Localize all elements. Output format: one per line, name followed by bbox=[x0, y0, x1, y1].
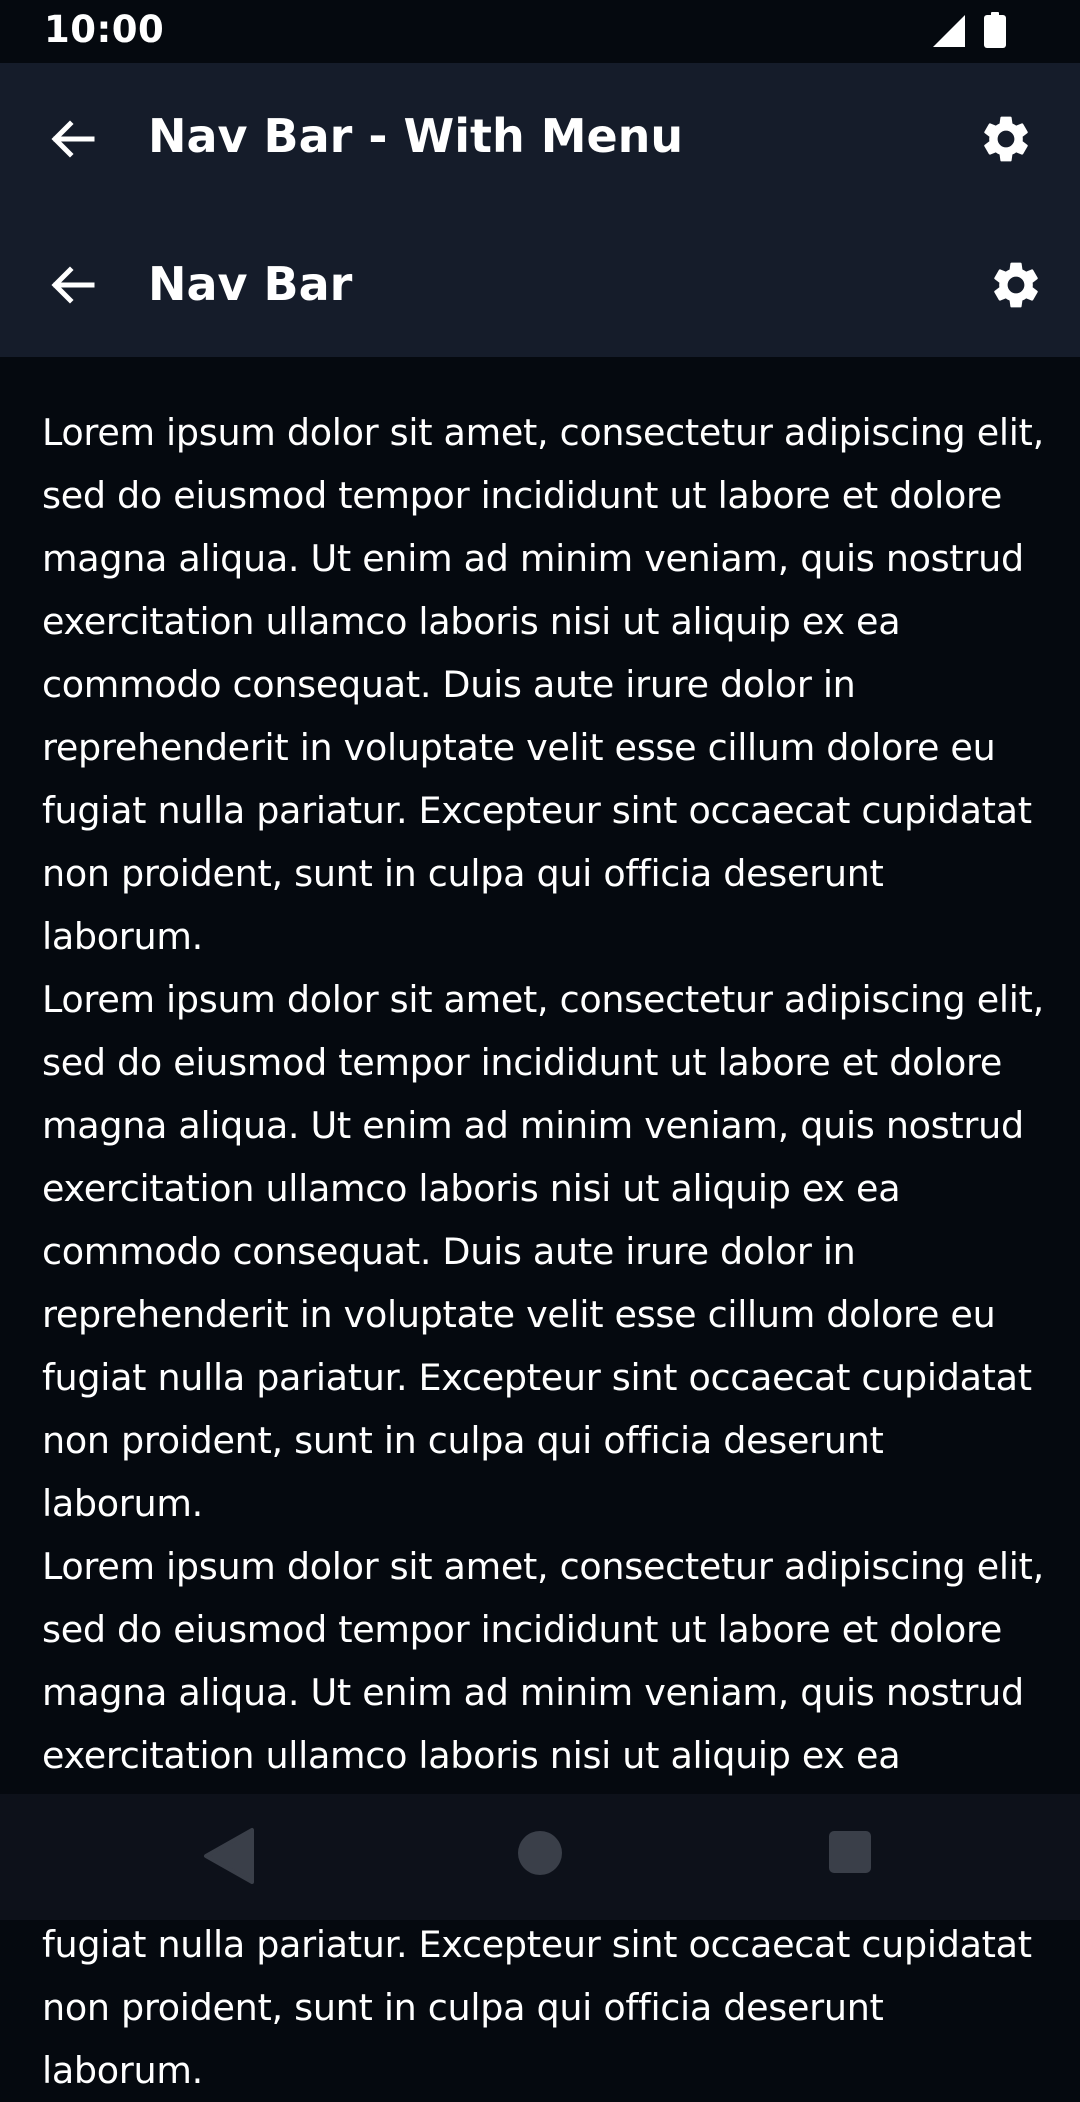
arrow-left-icon[interactable] bbox=[48, 261, 96, 309]
gear-icon[interactable] bbox=[988, 257, 1044, 313]
content-scroll-area[interactable] bbox=[0, 357, 1080, 2092]
arrow-left-icon[interactable] bbox=[48, 115, 96, 163]
signal-icon bbox=[933, 15, 965, 47]
page-title: Nav Bar - With Menu bbox=[148, 109, 684, 163]
square-recents-icon[interactable] bbox=[829, 1831, 871, 1873]
triangle-back-icon[interactable] bbox=[206, 1830, 252, 1882]
body-paragraph: Lorem ipsum dolor sit amet, consectetur adipiscing elit, sed do eiusmod tempor incididunt ut labore et dolore magna aliqua. Ut enim ad minim veniam, quis nostrud exercitation ullamco laboris nisi ut aliquip ex ea commodo consequat. Duis aute irure dolor in reprehenderit in voluptate velit esse cillum dolore eu fugiat nulla pariatur. Excepteur sint occaecat cupidatat non proident, sunt in culpa qui officia deserunt laborum. bbox=[42, 411, 1044, 958]
body-paragraph: Lorem ipsum dolor sit amet, consectetur adipiscing elit, sed do eiusmod tempor incididunt ut labore et dolore magna aliqua. Ut enim ad minim veniam, quis nostrud exercitation ullamco laboris nisi ut aliquip ex ea commodo consequat. Duis aute irure dolor in reprehenderit in voluptate velit esse cillum dolore eu fugiat nulla pariatur. Excepteur sint occaecat cupidatat non proident, sunt in culpa qui officia deserunt laborum. bbox=[42, 978, 1044, 1525]
status-bar bbox=[0, 0, 1080, 63]
body-paragraph: Lorem ipsum dolor sit amet, consectetur adipiscing elit, sed do eiusmod tempor incididunt ut labore et dolore magna aliqua. Ut enim ad minim veniam, quis nostrud exercitation ullamco laboris nisi ut aliquip ex ea fugiat nulla pariatur. Excepteur sint occaecat cupidatat non proident, sunt in culpa qui officia deserunt laborum. bbox=[42, 1545, 1044, 2092]
app-bar-with-menu bbox=[0, 63, 1080, 213]
gear-icon[interactable] bbox=[978, 111, 1034, 167]
section-title: Nav Bar bbox=[148, 257, 353, 311]
battery-icon bbox=[984, 12, 1006, 48]
circle-home-icon[interactable] bbox=[517, 1830, 563, 1876]
app-bar-nav bbox=[0, 213, 1080, 357]
system-navigation-bar bbox=[0, 1794, 1080, 1920]
status-time: 10:00 bbox=[44, 8, 165, 51]
